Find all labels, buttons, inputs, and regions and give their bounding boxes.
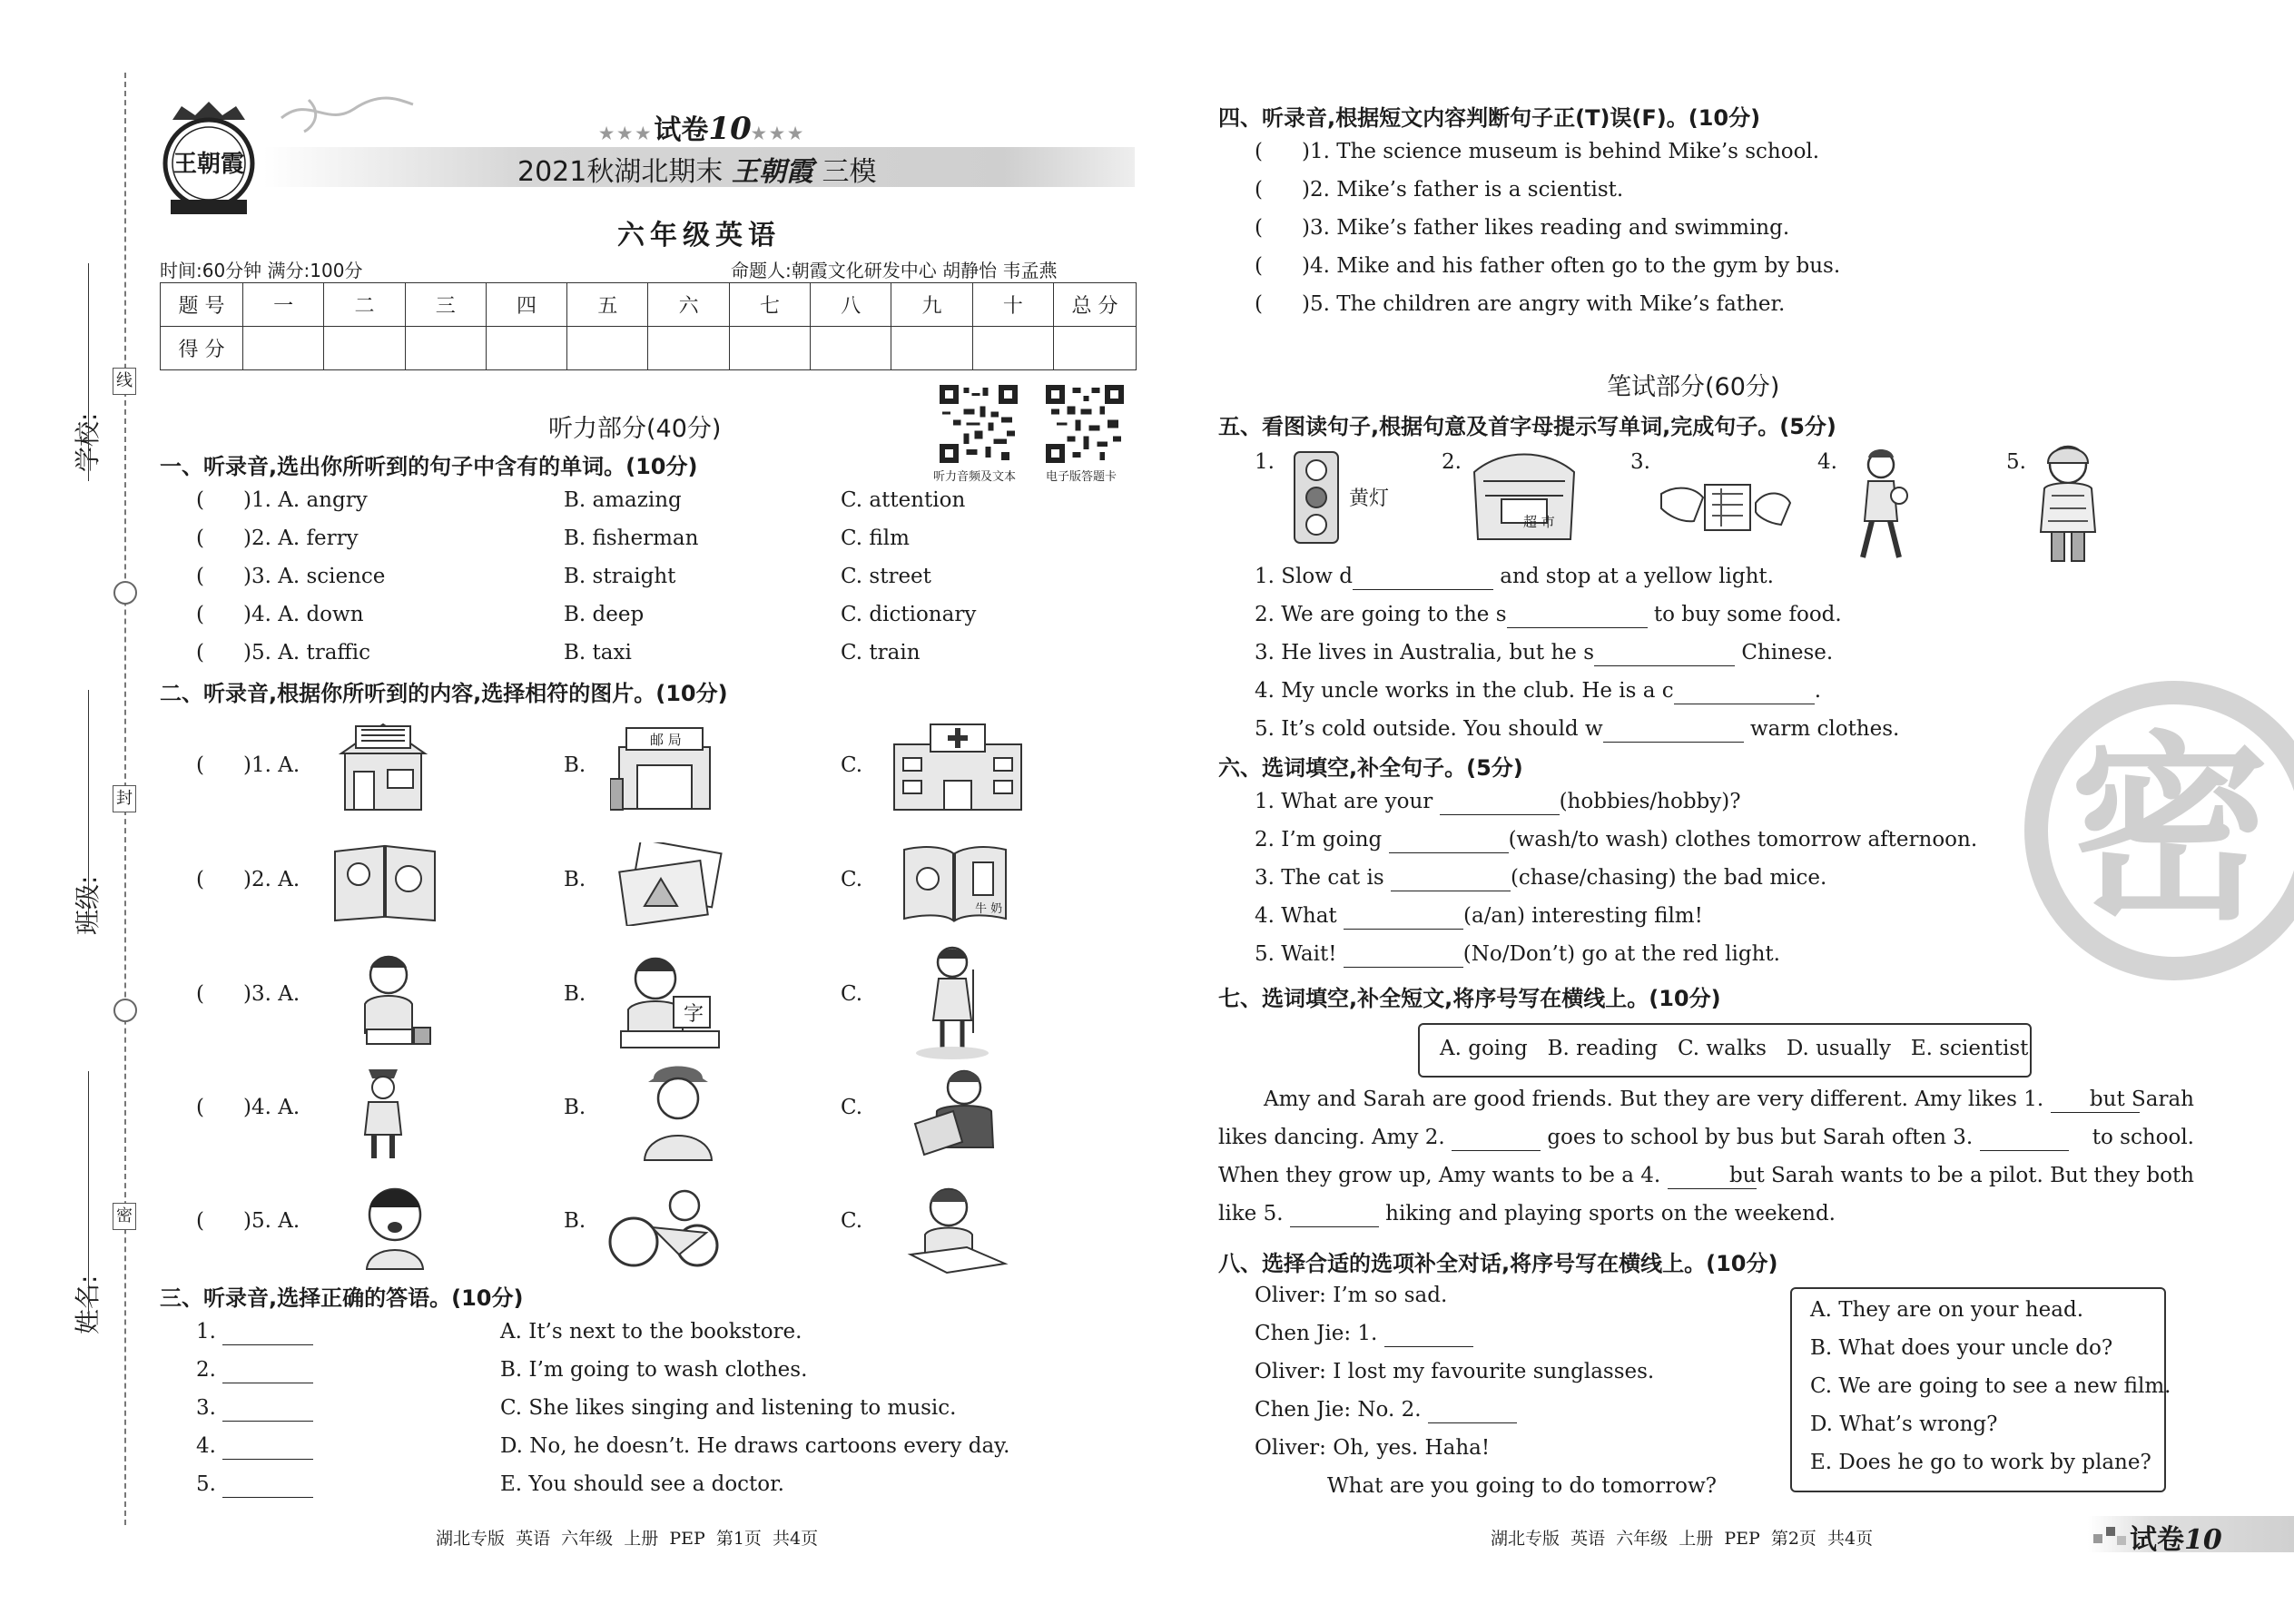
list-item: 2. I’m going (wash/to wash) clothes tomorrow afternoon. bbox=[1255, 828, 1978, 851]
pic-number: 5. bbox=[2006, 450, 2026, 474]
authors: 命题人:朝霞文化研发中心 胡静怡 韦孟燕 bbox=[731, 260, 1058, 281]
answer-paren[interactable]: ( bbox=[1255, 178, 1263, 202]
supermarket-sign: 超 市 bbox=[1523, 514, 1555, 530]
list-item: 3. He lives in Australia, but he s Chinese. bbox=[1255, 641, 1834, 664]
footer-left: 湖北专版 英语 六年级 上册 PEP 第1页 共4页 bbox=[436, 1529, 819, 1549]
dialogue-line: Chen Jie: 1. bbox=[1255, 1320, 1717, 1358]
exam-title: 2021秋湖北期末 王朝霞 三模 bbox=[517, 156, 877, 188]
list-item: 2. We are going to the s to buy some food. bbox=[1255, 603, 1842, 626]
list-item: ( )3. A. science B. straight C. street bbox=[196, 565, 931, 588]
answer-paren[interactable]: ( bbox=[196, 565, 204, 588]
binding-hole-icon bbox=[113, 999, 137, 1022]
list-item: ( )2. Mike’s father is a scientist. bbox=[1255, 178, 1624, 202]
answer-blank[interactable] bbox=[1344, 909, 1463, 930]
margin-mark-xian: 线 bbox=[113, 368, 136, 395]
score-cell: 三 bbox=[405, 283, 486, 327]
score-cell: 五 bbox=[567, 283, 648, 327]
answer-blank[interactable] bbox=[1384, 1326, 1473, 1347]
score-input[interactable] bbox=[648, 327, 729, 370]
list-item: ( )4. A. down B. deep C. dictionary bbox=[196, 603, 977, 626]
dialogue-line: What are you going to do tomorrow? bbox=[1327, 1474, 1717, 1498]
boy-writing-picture-icon bbox=[615, 950, 723, 1049]
list-item: ( )5. A. traffic B. taxi C. train bbox=[196, 641, 921, 664]
part7-passage bbox=[1218, 1086, 2194, 1238]
pic-number: 1. bbox=[1255, 450, 1275, 474]
answer-blank[interactable] bbox=[1344, 947, 1463, 968]
score-cell: 得 分 bbox=[161, 327, 243, 370]
qr-caption-answer-sheet: 电子版答题卡 bbox=[1046, 470, 1117, 484]
boy-studying-picture-icon bbox=[903, 1180, 1012, 1275]
corner-paper-label: 试卷10 bbox=[2130, 1524, 2222, 1556]
qr-caption-audio: 听力音频及文本 bbox=[933, 470, 1017, 484]
list-item: ( )1. A. angry B. amazing C. attention bbox=[196, 488, 966, 512]
part6-title: 六、选词填空,补全句子。(5分) bbox=[1218, 755, 1523, 781]
part2-row: ( )3. A. B. C. bbox=[196, 982, 863, 1006]
name-field[interactable] bbox=[88, 1071, 89, 1325]
answer-blank[interactable] bbox=[222, 1363, 313, 1383]
list-item: 3. C. She likes singing and listening to music. bbox=[196, 1396, 957, 1420]
score-cell: 八 bbox=[811, 283, 891, 327]
answer-paren[interactable]: ( bbox=[196, 753, 204, 777]
option-item: C. We are going to see a new film. bbox=[1810, 1374, 2171, 1398]
part8-options bbox=[1810, 1296, 2171, 1487]
list-item: 1. A. It’s next to the bookstore. bbox=[196, 1320, 802, 1343]
paper-number-label: ★★★试卷10★★★ bbox=[599, 111, 807, 147]
chef-picture-icon bbox=[1848, 445, 1912, 563]
pic-number: 4. bbox=[1817, 450, 1837, 474]
part3-title: 三、听录音,选择正确的答语。(10分) bbox=[160, 1285, 524, 1311]
list-item: 5. E. You should see a doctor. bbox=[196, 1472, 784, 1496]
answer-paren[interactable]: ( bbox=[1255, 140, 1263, 163]
answer-blank[interactable] bbox=[1389, 832, 1509, 853]
score-input[interactable] bbox=[972, 327, 1053, 370]
list-item: 4. D. No, he doesn’t. He draws cartoons every day. bbox=[196, 1434, 1010, 1458]
qr-code-answer-sheet-icon[interactable] bbox=[1046, 385, 1124, 463]
list-item: 3. The cat is (chase/chasing) the bad mice. bbox=[1255, 866, 1827, 890]
list-item: 4. My uncle works in the club. He is a c . bbox=[1255, 679, 1821, 703]
answer-blank[interactable] bbox=[1674, 684, 1815, 704]
binding-hole-icon bbox=[113, 581, 137, 605]
passage-line: likes dancing. Amy 2. goes to school by bus but Sarah often 3. to school. bbox=[1218, 1126, 2194, 1149]
score-input[interactable] bbox=[729, 327, 810, 370]
part4-list bbox=[1255, 138, 1840, 329]
answer-blank[interactable] bbox=[1594, 645, 1735, 666]
boy-reading-picture-icon bbox=[352, 950, 434, 1049]
answer-paren[interactable]: ( bbox=[196, 641, 204, 664]
score-cell: 一 bbox=[243, 283, 324, 327]
answer-blank[interactable] bbox=[1507, 607, 1648, 628]
list-item: 5. It’s cold outside. You should w warm clothes. bbox=[1255, 717, 1900, 741]
winter-coat-child-picture-icon bbox=[2032, 441, 2104, 568]
answer-paren[interactable]: ( bbox=[196, 527, 204, 550]
list-item: 2. B. I’m going to wash clothes. bbox=[196, 1358, 808, 1382]
answer-blank[interactable] bbox=[1440, 794, 1560, 815]
answer-paren[interactable]: ( bbox=[196, 488, 204, 512]
option-item: A. They are on your head. bbox=[1810, 1298, 2084, 1322]
passage-line: like 5. hiking and playing sports on the weekend. bbox=[1218, 1202, 1836, 1225]
margin-mark-mi: 密 bbox=[113, 1203, 136, 1230]
score-table bbox=[160, 282, 1137, 370]
crying-boy-picture-icon bbox=[354, 1180, 436, 1271]
pic-number: 3. bbox=[1630, 450, 1650, 474]
chinese-writing-picture-icon bbox=[1658, 467, 1794, 548]
list-item: ( )3. Mike’s father likes reading and swimming. bbox=[1255, 216, 1790, 240]
option-item: B. What does your uncle do? bbox=[1810, 1336, 2113, 1360]
score-input[interactable] bbox=[486, 327, 566, 370]
part5-sentences bbox=[1255, 563, 1899, 753]
list-item: ( )5. The children are angry with Mike’s father. bbox=[1255, 292, 1786, 316]
part2-row: ( )2. A. B. C. bbox=[196, 868, 863, 891]
score-cell: 四 bbox=[486, 283, 566, 327]
subject-title: 六年级英语 bbox=[617, 220, 781, 251]
businessman-laptop-picture-icon bbox=[910, 1060, 1011, 1162]
secret-watermark bbox=[2024, 681, 2294, 980]
score-table-score-row bbox=[161, 327, 1137, 370]
score-cell: 题 号 bbox=[161, 283, 243, 327]
postcard-picture-icon bbox=[617, 842, 726, 926]
school-label: 学校: bbox=[73, 412, 103, 472]
fallen-cyclist-picture-icon bbox=[606, 1182, 733, 1273]
score-cell: 七 bbox=[729, 283, 810, 327]
ribbon-decoration-icon bbox=[272, 91, 418, 136]
traffic-light-caption: 黄灯 bbox=[1349, 487, 1390, 510]
list-item: ( )1. The science museum is behind Mike’s school. bbox=[1255, 140, 1820, 163]
part4-title: 四、听录音,根据短文内容判断句子正(T)误(F)。(10分) bbox=[1218, 105, 1761, 131]
part7-options: A. going B. reading C. walks D. usually E. scientist bbox=[1440, 1037, 2029, 1060]
part8-dialogue bbox=[1255, 1282, 1717, 1511]
answer-blank[interactable] bbox=[222, 1439, 313, 1460]
woman-worker-picture-icon bbox=[635, 1060, 721, 1162]
brand-logo bbox=[154, 102, 263, 220]
answer-paren[interactable]: ( bbox=[196, 603, 204, 626]
school-field[interactable] bbox=[88, 263, 89, 481]
passage-line: Amy and Sarah are good friends. But they are very different. Amy likes 1. but Sarah bbox=[1264, 1088, 2194, 1111]
answer-paren[interactable]: ( bbox=[1255, 292, 1263, 316]
listening-title: 听力部分(40分) bbox=[548, 415, 722, 443]
hospital-picture-icon bbox=[885, 717, 1030, 813]
answer-blank[interactable] bbox=[222, 1401, 313, 1422]
name-label: 姓名: bbox=[73, 1275, 103, 1334]
answer-blank[interactable] bbox=[222, 1477, 313, 1498]
watermark-char: 密 bbox=[2070, 714, 2270, 947]
part7-title: 七、选词填空,补全短文,将序号写在横线上。(10分) bbox=[1218, 986, 1721, 1011]
score-cell: 十 bbox=[972, 283, 1053, 327]
score-input[interactable] bbox=[1054, 327, 1137, 370]
part1-list bbox=[196, 487, 977, 677]
comic-book-picture-icon bbox=[331, 842, 438, 922]
score-cell: 总 分 bbox=[1054, 283, 1137, 327]
list-item: ( )2. A. ferry B. fisherman C. film bbox=[196, 527, 910, 550]
answer-blank[interactable] bbox=[1428, 1403, 1517, 1423]
passage-line: When they grow up, Amy wants to be a 4. but Sarah wants to be a pilot. But they both bbox=[1218, 1164, 2194, 1187]
answer-paren[interactable]: ( bbox=[196, 1209, 204, 1233]
answer-paren[interactable]: ( bbox=[196, 868, 204, 891]
part8-title: 八、选择合适的选项补全对话,将序号写在横线上。(10分) bbox=[1218, 1251, 1778, 1276]
answer-paren[interactable]: ( bbox=[1255, 254, 1263, 278]
answer-blank[interactable] bbox=[1603, 722, 1744, 743]
score-cell: 二 bbox=[324, 283, 405, 327]
score-input[interactable] bbox=[567, 327, 648, 370]
boy-standing-picture-icon bbox=[911, 942, 993, 1060]
traffic-light-picture-icon bbox=[1289, 448, 1344, 548]
binding-margin bbox=[0, 0, 154, 1624]
list-item: 4. What (a/an) interesting film! bbox=[1255, 904, 1703, 928]
bookstore-picture-icon bbox=[338, 717, 428, 812]
answer-blank[interactable] bbox=[222, 1324, 313, 1345]
part2-row: ( )1. A. B. C. bbox=[196, 753, 863, 777]
score-input[interactable] bbox=[405, 327, 486, 370]
option-item: E. Does he go to work by plane? bbox=[1810, 1451, 2151, 1474]
post-office-sign: 邮 局 bbox=[650, 732, 682, 748]
answer-blank[interactable] bbox=[1391, 871, 1511, 891]
option-item: D. What’s wrong? bbox=[1810, 1412, 1998, 1436]
writing-title: 笔试部分(60分) bbox=[1607, 373, 1780, 401]
answer-blank[interactable] bbox=[1353, 569, 1493, 590]
character-card: 字 bbox=[684, 1003, 704, 1026]
time-info: 时间:60分钟 满分:100分 bbox=[160, 260, 363, 281]
qr-code-audio-icon[interactable] bbox=[940, 385, 1018, 463]
brand-name: 王朝霞 bbox=[172, 151, 244, 178]
part1-title: 一、听录音,选出你所听到的句子中含有的单词。(10分) bbox=[160, 454, 698, 479]
answer-paren[interactable]: ( bbox=[1255, 216, 1263, 240]
part2-row: ( )4. A. B. C. bbox=[196, 1096, 863, 1119]
margin-mark-feng: 封 bbox=[113, 785, 136, 812]
recipe-book-label: 牛 奶 bbox=[975, 902, 1003, 916]
list-item: 1. What are your (hobbies/hobby)? bbox=[1255, 790, 1741, 813]
policeman-picture-icon bbox=[356, 1060, 410, 1162]
list-item: 1. Slow d and stop at a yellow light. bbox=[1255, 565, 1774, 588]
dialogue-line: Oliver: I’m so sad. bbox=[1255, 1284, 1448, 1307]
answer-blank[interactable] bbox=[1452, 1130, 1541, 1151]
score-table-header-row bbox=[161, 283, 1137, 327]
part5-title: 五、看图读句子,根据句意及首字母提示写单词,完成句子。(5分) bbox=[1218, 414, 1836, 439]
answer-paren[interactable]: ( bbox=[196, 982, 204, 1006]
pic-number: 2. bbox=[1442, 450, 1462, 474]
dialogue-line: Oliver: Oh, yes. Haha! bbox=[1255, 1436, 1491, 1460]
score-input[interactable] bbox=[324, 327, 405, 370]
answer-blank[interactable] bbox=[1980, 1130, 2069, 1151]
score-cell: 六 bbox=[648, 283, 729, 327]
part3-list bbox=[196, 1318, 1010, 1509]
class-label: 班级: bbox=[73, 875, 103, 935]
part6-sentences bbox=[1255, 788, 1977, 979]
class-field[interactable] bbox=[88, 690, 89, 926]
score-cell: 九 bbox=[891, 283, 972, 327]
score-input[interactable] bbox=[243, 327, 324, 370]
score-input[interactable] bbox=[811, 327, 891, 370]
dialogue-line: Oliver: I lost my favourite sunglasses. bbox=[1255, 1360, 1655, 1383]
footer-right: 湖北专版 英语 六年级 上册 PEP 第2页 共4页 bbox=[1491, 1529, 1874, 1549]
answer-paren[interactable]: ( bbox=[196, 1096, 204, 1119]
corner-squares-icon bbox=[2093, 1521, 2130, 1547]
part2-title: 二、听录音,根据你所听到的内容,选择相符的图片。(10分) bbox=[160, 681, 728, 706]
part2-row: ( )5. A. B. C. bbox=[196, 1209, 863, 1233]
answer-blank[interactable] bbox=[1290, 1206, 1379, 1227]
score-input[interactable] bbox=[891, 327, 972, 370]
list-item: 5. Wait! (No/Don’t) go at the red light. bbox=[1255, 942, 1780, 966]
dialogue-line: Chen Jie: No. 2. bbox=[1255, 1396, 1717, 1434]
supermarket-picture-icon bbox=[1465, 445, 1583, 550]
list-item: ( )4. Mike and his father often go to the gym by bus. bbox=[1255, 254, 1841, 278]
